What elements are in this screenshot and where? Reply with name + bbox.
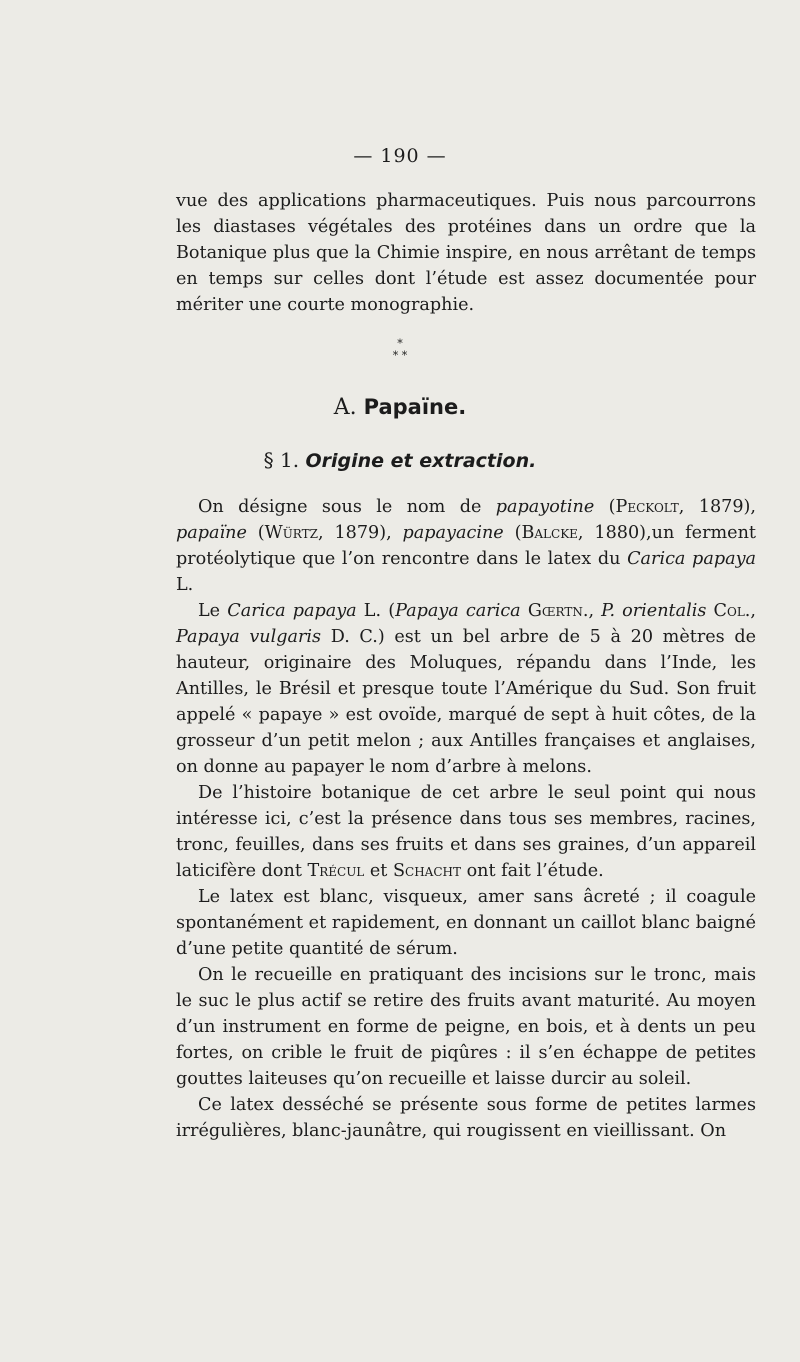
paragraph-6: Ce latex desséché se présente sous forme de petites larmes irrégulières, blanc-jaunâtre, qui rougissent en vieillissant. On <box>176 1095 756 1141</box>
section-letter: A. <box>333 395 357 420</box>
paragraph-2: Le Carica papaya L. (Papaya carica Gœrtn., P. orientalis Col., Papaya vulgaris D. C.) est un bel arbre de 5 à 20 mètres de hauteur, originaire des Moluques, répandu dans l’Inde, les Antilles, le Brésil et presque toute l’Amérique du Sud. Son fruit appelé « papaye » est ovoïde, marqué de sept à huit côtes, de la grosseur d’un petit melon ; aux Antilles françaises et anglaises, on donne au papayer le nom d’arbre à melons. <box>176 601 756 777</box>
intro-text <box>176 188 756 318</box>
paragraph-5: On le recueille en pratiquant des incisions sur le tronc, mais le suc le plus actif se retire des fruits avant maturité. Au moyen d’un instrument en forme de peigne, en bois, et à dents un peu fortes, on crible le fruit de piqûres : il s’en échappe de petites gouttes laiteuses qu’on recueille et laisse durcir au soleil. <box>176 965 756 1089</box>
section-title: Papaïne. <box>363 395 467 419</box>
body-text <box>176 494 756 1144</box>
star-top: * <box>397 337 403 350</box>
section-heading <box>0 395 800 420</box>
section-stars <box>0 338 800 362</box>
subsection-mark: § 1. <box>263 448 300 472</box>
intro-paragraph: vue des applications pharmaceutiques. Puis nous parcourrons les diastases végétales des protéines dans un ordre que la Botanique plus que la Chimie inspire, en nous arrêtant de temps en temps sur celles dont l’étude est assez documentée pour mériter une courte monographie. <box>176 191 756 315</box>
paragraph-3: De l’histoire botanique de cet arbre le seul point qui nous intéresse ici, c’est la présence dans tous ses membres, racines, tronc, feuilles, dans ses fruits et dans ses graines, d’un appareil laticifère dont Trécul et Schacht ont fait l’étude. <box>176 783 756 881</box>
subsection-heading <box>0 448 800 472</box>
page-number: — 190 — <box>353 145 447 167</box>
subsection-title: Origine et extraction. <box>305 450 537 472</box>
star-bottom: * * <box>392 349 408 362</box>
paragraph-1: On désigne sous le nom de papayotine (Peckolt, 1879), papaïne (Würtz, 1879), papayacine (Balcke, 1880),un ferment protéolytique que l’on rencontre dans le latex du Carica papaya L. <box>176 497 756 595</box>
paragraph-4: Le latex est blanc, visqueux, amer sans âcreté ; il coagule spontanément et rapidement, en donnant un caillot blanc baigné d’une petite quantité de sérum. <box>176 887 756 959</box>
